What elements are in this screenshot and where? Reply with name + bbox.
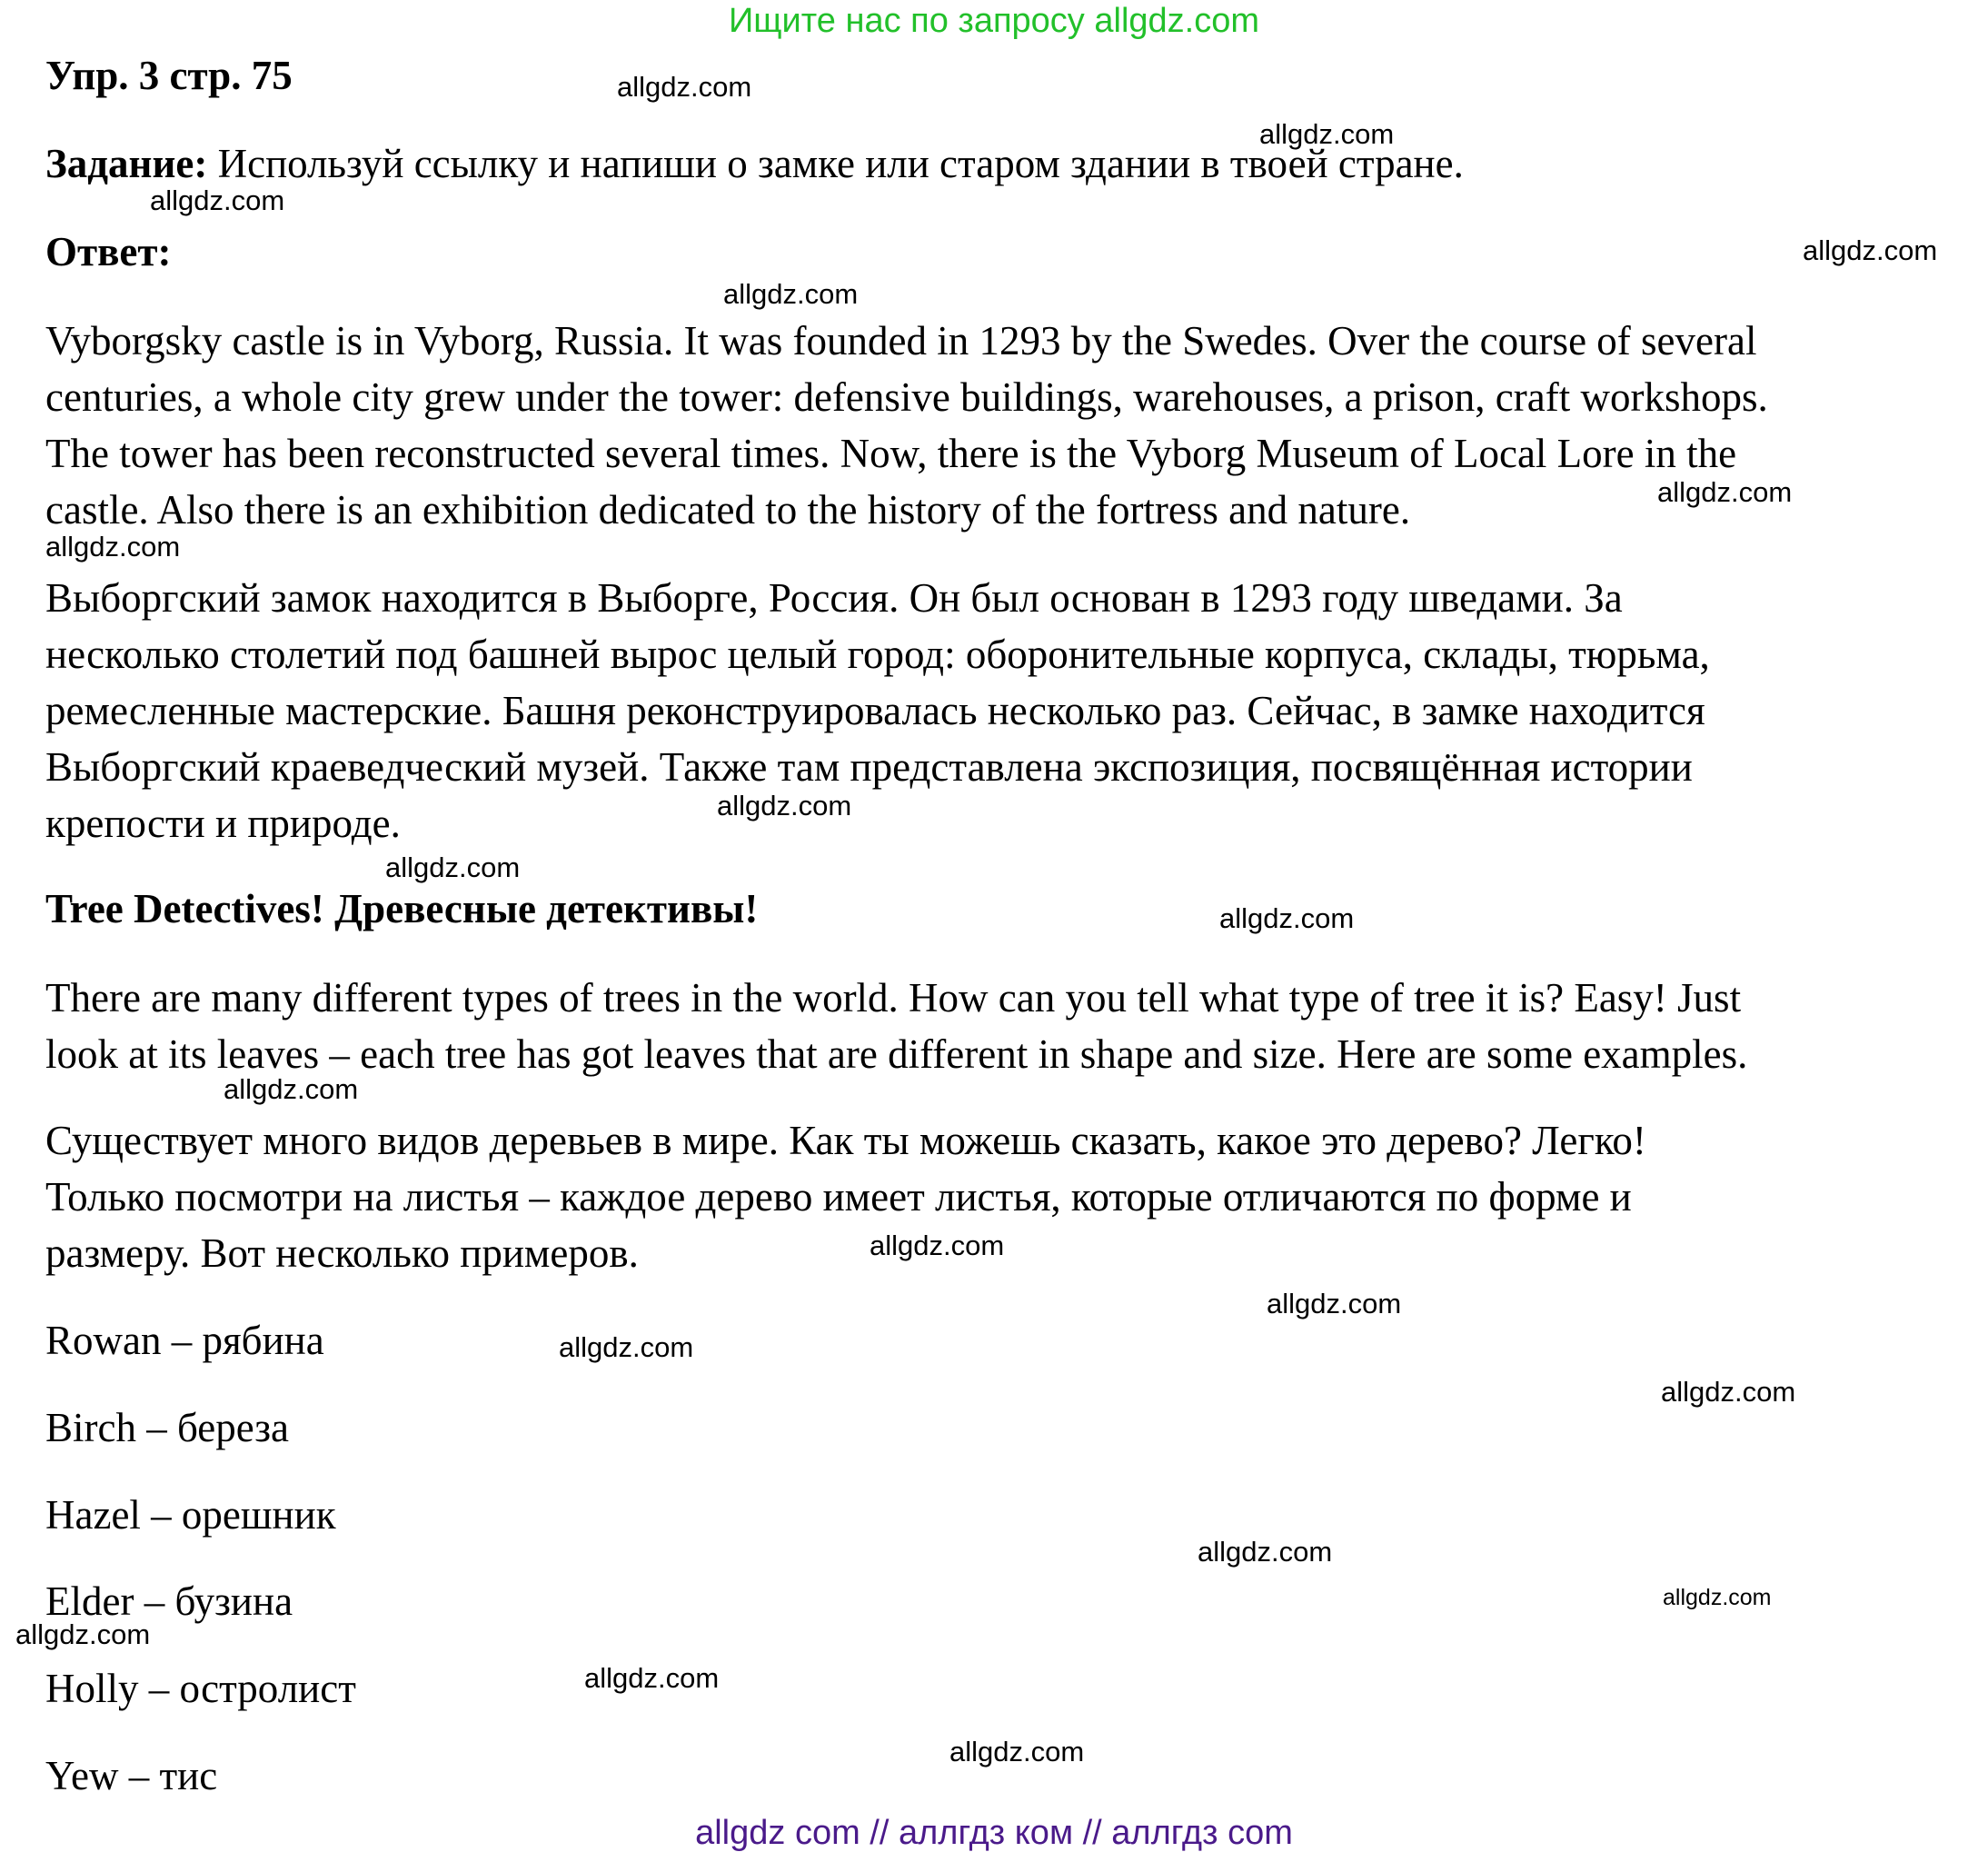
tree-item-elder: Elder – бузина (45, 1578, 293, 1624)
text-line: There are many different types of trees in the world. How can you tell what type of tree it is? Easy! Just (45, 975, 1742, 1021)
task-text: Используй ссылку и напиши о замке или старом здании в твоей стране. (207, 141, 1464, 186)
bottom-banner[interactable]: allgdz com // аллгдз ком // аллгдз com (695, 1814, 1293, 1852)
watermark: allgdz.com (870, 1230, 1005, 1261)
text-line: Только посмотри на листья – каждое дерево имеет листья, которые отличаются по форме и (45, 1174, 1632, 1220)
watermark: allgdz.com (1219, 902, 1355, 934)
watermark: allgdz.com (949, 1736, 1085, 1767)
watermark: allgdz.com (15, 1618, 151, 1650)
text-line: Выборгский краеведческий музей. Также там представлена экспозиция, посвящённая истории (45, 744, 1693, 790)
task-line (45, 139, 1464, 188)
watermark: allgdz.com (559, 1331, 694, 1363)
watermark: allgdz.com (224, 1073, 359, 1105)
watermark: allgdz.com (45, 531, 181, 563)
text-line: centuries, a whole city grew under the tower: defensive buildings, warehouses, a prison, craft workshops. (45, 374, 1768, 420)
text-line: несколько столетий под башней вырос целый город: оборонительные корпуса, склады, тюрьма, (45, 632, 1710, 677)
paragraph-ru-trees (45, 1112, 1972, 1281)
paragraph-ru-castle (45, 570, 1972, 851)
text-line: castle. Also there is an exhibition dedicated to the history of the fortress and nature. (45, 487, 1411, 533)
watermark: allgdz.com (1657, 476, 1793, 508)
tree-item-holly: Holly – остролист (45, 1666, 356, 1711)
text-line: крепости и природе. (45, 801, 401, 846)
watermark: allgdz.com (385, 851, 521, 883)
paragraph-en-trees (45, 970, 1972, 1082)
answer-label: Ответ: (45, 229, 172, 274)
watermark: allgdz.com (617, 71, 752, 103)
watermark: allgdz.com (1259, 118, 1395, 150)
text-line: размеру. Вот несколько примеров. (45, 1230, 639, 1276)
exercise-title: Упр. 3 стр. 75 (45, 53, 293, 98)
tree-item-yew: Yew – тис (45, 1753, 218, 1798)
watermark: allgdz.com (1663, 1585, 1772, 1610)
text-line: Vyborgsky castle is in Vyborg, Russia. It was founded in 1293 by the Swedes. Over the course of several (45, 318, 1757, 363)
watermark: allgdz.com (1198, 1536, 1333, 1568)
text-line: Выборгский замок находится в Выборге, Россия. Он был основан в 1293 году шведами. За (45, 575, 1623, 621)
text-line: ремесленные мастерские. Башня реконструировалась несколько раз. Сейчас, в замке находится (45, 688, 1705, 733)
watermark: allgdz.com (717, 790, 852, 821)
text-line: The tower has been reconstructed several times. Now, there is the Vyborg Museum of Local Lore in the (45, 431, 1737, 476)
section-heading: Tree Detectives! Древесные детективы! (45, 886, 759, 931)
watermark: allgdz.com (584, 1662, 720, 1694)
watermark: allgdz.com (1661, 1376, 1796, 1408)
text-line: look at its leaves – each tree has got leaves that are different in shape and size. Here are some examples. (45, 1031, 1748, 1077)
watermark: allgdz.com (723, 278, 859, 310)
tree-item-rowan: Rowan – рябина (45, 1318, 324, 1363)
tree-item-hazel: Hazel – орешник (45, 1492, 336, 1538)
tree-item-birch: Birch – береза (45, 1405, 290, 1450)
watermark: allgdz.com (1267, 1288, 1402, 1319)
top-banner[interactable]: Ищите нас по запросу allgdz.com (728, 2, 1259, 40)
task-label: Задание: (45, 141, 208, 186)
text-line: Существует много видов деревьев в мире. Как ты можешь сказать, какое это дерево? Легко! (45, 1118, 1646, 1163)
watermark: allgdz.com (150, 184, 285, 216)
watermark: allgdz.com (1803, 234, 1938, 266)
